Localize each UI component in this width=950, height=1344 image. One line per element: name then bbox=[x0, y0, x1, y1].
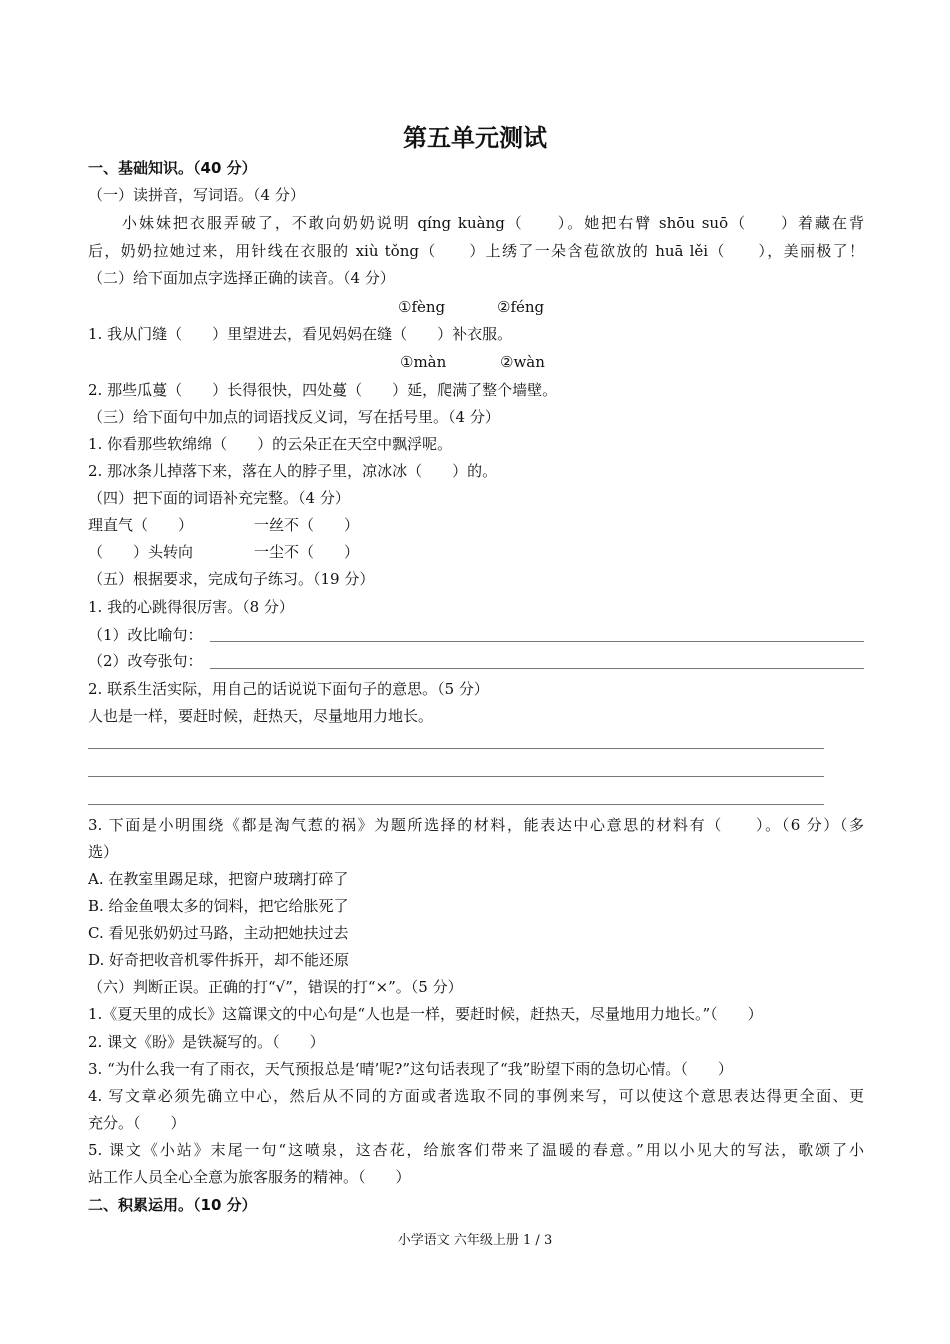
part-1-heading: （一）读拼音，写词语。（4 分） bbox=[88, 186, 305, 204]
exaggeration-prompt: （2）改夸张句： bbox=[88, 652, 203, 670]
answer-line[interactable] bbox=[88, 804, 824, 805]
pinyin-option-4: ②wàn bbox=[500, 353, 545, 371]
part-2-heading: （二）给下面加点字选择正确的读音。（4 分） bbox=[88, 269, 395, 287]
judge-question-1: 1.《夏天里的成长》这篇课文的中心句是“人也是一样，要赶时候，赶热天，尽量地用力地长。”（ ） bbox=[88, 1005, 763, 1023]
choice-c: C. 看见张奶奶过马路，主动把她扶过去 bbox=[88, 924, 349, 942]
part-1-line-2: 后，奶奶拉她过来，用针线在衣服的 xiù tǒng（ ）上绣了一朵含苞欲放的 huā lěi（ ），美丽极了！ bbox=[88, 242, 864, 260]
idiom-item: 一丝不（ ） bbox=[254, 516, 360, 534]
page-footer: 小学语文 六年级上册 1 / 3 bbox=[397, 1233, 553, 1248]
judge-question-5-cont: 站工作人员全心全意为旅客服务的精神。（ ） bbox=[88, 1168, 411, 1186]
quoted-sentence: 人也是一样，要赶时候，赶热天，尽量地用力地长。 bbox=[88, 707, 434, 725]
judge-question-3: 3. “为什么我一有了雨衣，天气预报总是‘晴’呢?”这句话表现了“我”盼望下雨的急切心情。（ ） bbox=[88, 1060, 733, 1078]
part-1-line-1: 小妹妹把衣服弄破了，不敢向奶奶说明 qíng kuàng（ ）。她把右臂 shōu suō（ ）着藏在背 bbox=[88, 214, 864, 232]
judge-question-4-cont: 充分。（ ） bbox=[88, 1114, 186, 1132]
part-5-question-2: 2. 联系生活实际，用自己的话说说下面句子的意思。（5 分） bbox=[88, 680, 489, 698]
pinyin-option-2: ②féng bbox=[497, 298, 545, 316]
section-1-heading: 一、基础知识。（40 分） bbox=[88, 159, 257, 177]
judge-question-5: 5. 课文《小站》末尾一句“这喷泉，这杏花，给旅客们带来了温暖的春意。”用以小见大的写法，歌颂了小 bbox=[88, 1141, 864, 1159]
part-2-question-1: 1. 我从门缝（ ）里望进去，看见妈妈在缝（ ）补衣服。 bbox=[88, 325, 513, 343]
idiom-item: 理直气（ ） bbox=[88, 516, 194, 534]
part-2-question-2: 2. 那些瓜蔓（ ）长得很快，四处蔓（ ）延，爬满了整个墙壁。 bbox=[88, 381, 558, 399]
pinyin-option-1: ①fèng bbox=[398, 298, 446, 316]
part-5-question-3: 3. 下面是小明围绕《都是淘气惹的祸》为题所选择的材料，能表达中心意思的材料有（ ）。（6 分）（多 bbox=[88, 816, 864, 834]
part-3-question-1: 1. 你看那些软绵绵（ ）的云朵正在天空中飘浮呢。 bbox=[88, 435, 453, 453]
answer-line[interactable] bbox=[88, 748, 824, 749]
part-5-heading: （五）根据要求，完成句子练习。（19 分） bbox=[88, 570, 375, 588]
idiom-item: 一尘不（ ） bbox=[254, 543, 360, 561]
part-5-question-3-cont: 选） bbox=[88, 843, 119, 861]
choice-b: B. 给金鱼喂太多的饲料，把它给胀死了 bbox=[88, 897, 349, 915]
page-title: 第五单元测试 bbox=[403, 124, 547, 152]
part-5-question-1: 1. 我的心跳得很厉害。（8 分） bbox=[88, 598, 294, 616]
metaphor-prompt: （1）改比喻句： bbox=[88, 626, 203, 644]
choice-a: A. 在教室里踢足球，把窗户玻璃打碎了 bbox=[88, 870, 349, 888]
exaggeration-answer-line[interactable] bbox=[210, 668, 864, 669]
choice-d: D. 好奇把收音机零件拆开，却不能还原 bbox=[88, 951, 350, 969]
section-2-heading: 二、积累运用。（10 分） bbox=[88, 1196, 257, 1214]
part-4-heading: （四）把下面的词语补充完整。（4 分） bbox=[88, 489, 350, 507]
judge-question-4: 4. 写文章必须先确立中心，然后从不同的方面或者选取不同的事例来写，可以使这个意思表达得更全面、更 bbox=[88, 1087, 864, 1105]
part-6-heading: （六）判断正误。正确的打“√”，错误的打“×”。（5 分） bbox=[88, 978, 463, 996]
idiom-item: （ ）头转向 bbox=[88, 543, 194, 561]
part-3-question-2: 2. 那冰条儿掉落下来，落在人的脖子里，凉冰冰（ ）的。 bbox=[88, 462, 498, 480]
answer-line[interactable] bbox=[88, 776, 824, 777]
part-3-heading: （三）给下面句中加点的词语找反义词，写在括号里。（4 分） bbox=[88, 408, 500, 426]
pinyin-option-3: ①màn bbox=[400, 353, 447, 371]
metaphor-answer-line[interactable] bbox=[210, 641, 864, 642]
judge-question-2: 2. 课文《盼》是铁凝写的。（ ） bbox=[88, 1033, 325, 1051]
